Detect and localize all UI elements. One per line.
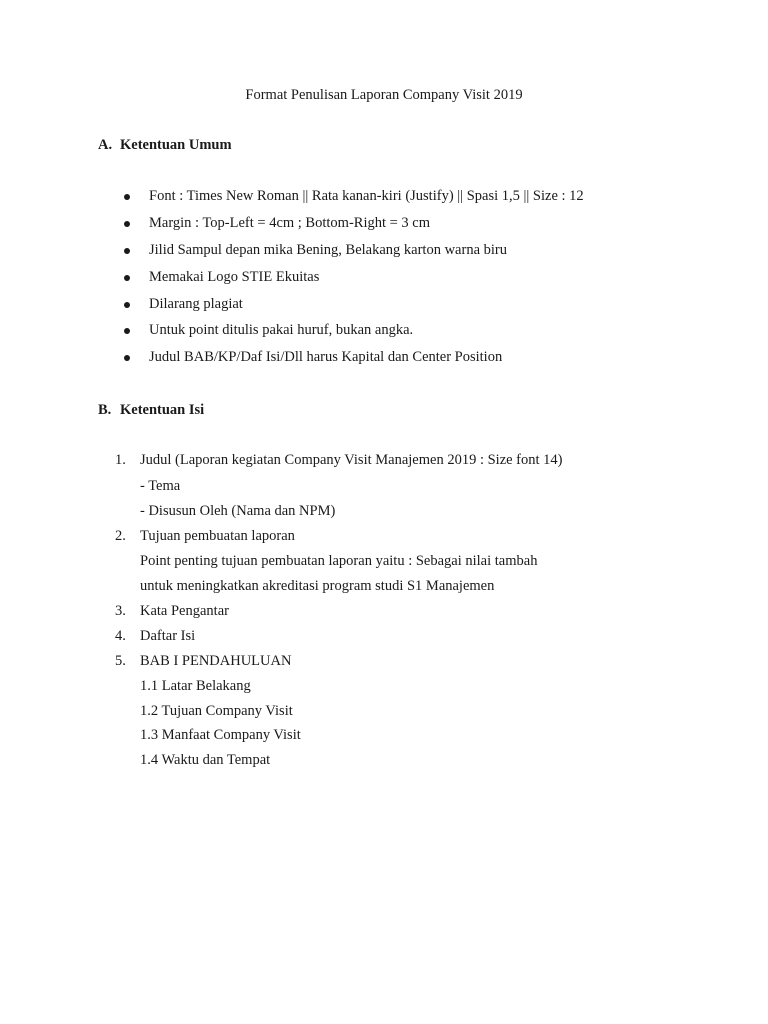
bullet-icon bbox=[124, 194, 130, 200]
list-item-text: 1.1 Latar Belakang bbox=[140, 678, 251, 694]
list-item-number: 1. bbox=[115, 452, 126, 468]
list-item-text: - Tema bbox=[140, 478, 181, 494]
list-item-text: Point penting tujuan pembuatan laporan yaitu : Sebagai nilai tambah bbox=[140, 553, 538, 569]
bullet-icon bbox=[124, 275, 130, 281]
list-item-text: Dilarang plagiat bbox=[149, 296, 243, 312]
list-item-text: Jilid Sampul depan mika Bening, Belakang karton warna biru bbox=[149, 242, 507, 258]
list-item-text: - Disusun Oleh (Nama dan NPM) bbox=[140, 503, 336, 519]
bullet-icon bbox=[124, 221, 130, 227]
bullet-icon bbox=[124, 355, 130, 361]
list-item-text: Memakai Logo STIE Ekuitas bbox=[149, 269, 320, 285]
list-item-text: Margin : Top-Left = 4cm ; Bottom-Right = 3 cm bbox=[149, 215, 431, 231]
list-item-text: 1.4 Waktu dan Tempat bbox=[140, 752, 271, 768]
list-item-text: Untuk point ditulis pakai huruf, bukan angka. bbox=[149, 322, 414, 338]
list-item-text: BAB I PENDAHULUAN bbox=[140, 653, 292, 669]
list-item-number: 4. bbox=[115, 628, 126, 644]
list-item-text: 1.3 Manfaat Company Visit bbox=[140, 727, 301, 743]
list-item-number: 5. bbox=[115, 653, 126, 669]
list-item-text: Tujuan pembuatan laporan bbox=[140, 528, 295, 544]
list-item-text: Font : Times New Roman || Rata kanan-kiri (Justify) || Spasi 1,5 || Size : 12 bbox=[149, 188, 584, 204]
bullet-icon bbox=[124, 302, 130, 308]
section-a-heading bbox=[98, 137, 232, 154]
list-item-number: 2. bbox=[115, 528, 126, 544]
list-item-text: untuk meningkatkan akreditasi program studi S1 Manajemen bbox=[140, 578, 495, 594]
list-item-number: 3. bbox=[115, 603, 126, 619]
list-item-text: Judul BAB/KP/Daf Isi/Dll harus Kapital dan Center Position bbox=[149, 349, 503, 365]
section-a-title: Ketentuan Umum bbox=[120, 137, 232, 153]
list-item-text: Daftar Isi bbox=[140, 628, 196, 644]
bullet-icon bbox=[124, 328, 130, 334]
section-a-letter: A. bbox=[98, 137, 113, 153]
section-b-letter: B. bbox=[98, 402, 112, 418]
document-title: Format Penulisan Laporan Company Visit 2019 bbox=[245, 87, 523, 103]
bullet-icon bbox=[124, 248, 130, 254]
list-item-text: 1.2 Tujuan Company Visit bbox=[140, 703, 293, 719]
list-item-text: Kata Pengantar bbox=[140, 603, 229, 619]
section-b-heading bbox=[98, 402, 204, 419]
list-item-text: Judul (Laporan kegiatan Company Visit Manajemen 2019 : Size font 14) bbox=[140, 452, 563, 468]
section-b-title: Ketentuan Isi bbox=[120, 402, 205, 418]
